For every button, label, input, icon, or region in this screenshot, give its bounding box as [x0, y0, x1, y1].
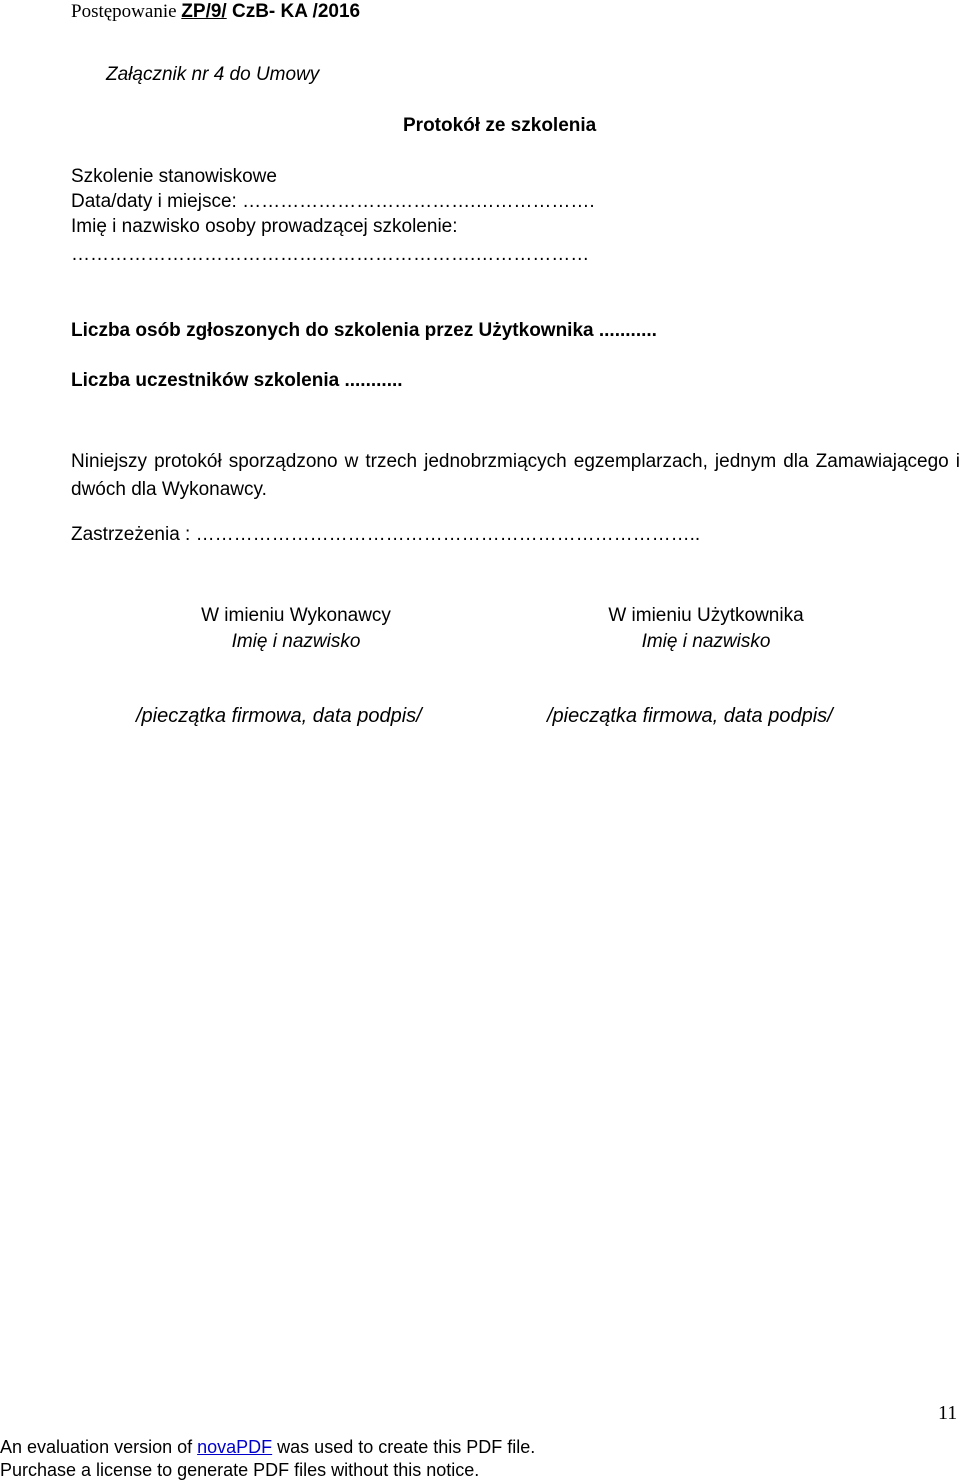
statement-paragraph: Niniejszy protokół sporządzono w trzech jednobrzmiących egzemplarzach, jednym dla Zamawiającego i dwóch dla Wykonawcy.	[71, 451, 960, 500]
page-number: 11	[938, 1402, 958, 1424]
header-prefix: Postępowanie	[71, 1, 182, 22]
reservations-value: ……………………………………………………………………..	[190, 524, 701, 545]
participants-count: Liczba uczestników szkolenia ...........	[71, 370, 403, 391]
user-name-label: Imię i nazwisko	[641, 631, 771, 652]
reservations-label: Zastrzeżenia :	[71, 524, 191, 545]
novapdf-link[interactable]: novaPDF	[197, 1437, 273, 1457]
contractor-stamp-label: /pieczątka firmowa, data podpis/	[136, 705, 422, 727]
user-stamp-label: /pieczątka firmowa, data podpis/	[547, 705, 833, 727]
reservations-row	[71, 524, 700, 546]
reported-count: Liczba osób zgłoszonych do szkolenia przez Użytkownika ...........	[71, 320, 657, 341]
date-place-value: ……………………………….……………….	[236, 191, 595, 212]
signature-contractor	[191, 603, 401, 655]
signature-user	[596, 603, 816, 655]
document-title: Protokół ze szkolenia	[403, 115, 597, 136]
annex-label: Załącznik nr 4 do Umowy	[106, 64, 320, 85]
date-place-row	[71, 191, 595, 213]
footer-line1-after: was used to create this PDF file.	[272, 1437, 536, 1457]
contractor-on-behalf: W imieniu Wykonawcy	[201, 605, 391, 626]
date-place-label: Data/daty i miejsce:	[71, 191, 237, 212]
contractor-name-label: Imię i nazwisko	[231, 631, 361, 652]
training-type: Szkolenie stanowiskowe	[71, 166, 277, 187]
footer-evaluation-notice	[0, 1437, 535, 1458]
page-header	[71, 1, 360, 23]
footer-license-notice: Purchase a license to generate PDF files without this notice.	[0, 1460, 480, 1480]
trainer-value: ……………………………………………………….………………	[71, 244, 590, 265]
footer-line1-before: An evaluation version of	[0, 1437, 198, 1457]
user-on-behalf: W imieniu Użytkownika	[608, 605, 804, 626]
trainer-label: Imię i nazwisko osoby prowadzącej szkolenie:	[71, 216, 458, 237]
header-case-code: CzB- KA /2016	[226, 1, 361, 22]
header-case-code-underlined: ZP/9/	[181, 1, 227, 22]
